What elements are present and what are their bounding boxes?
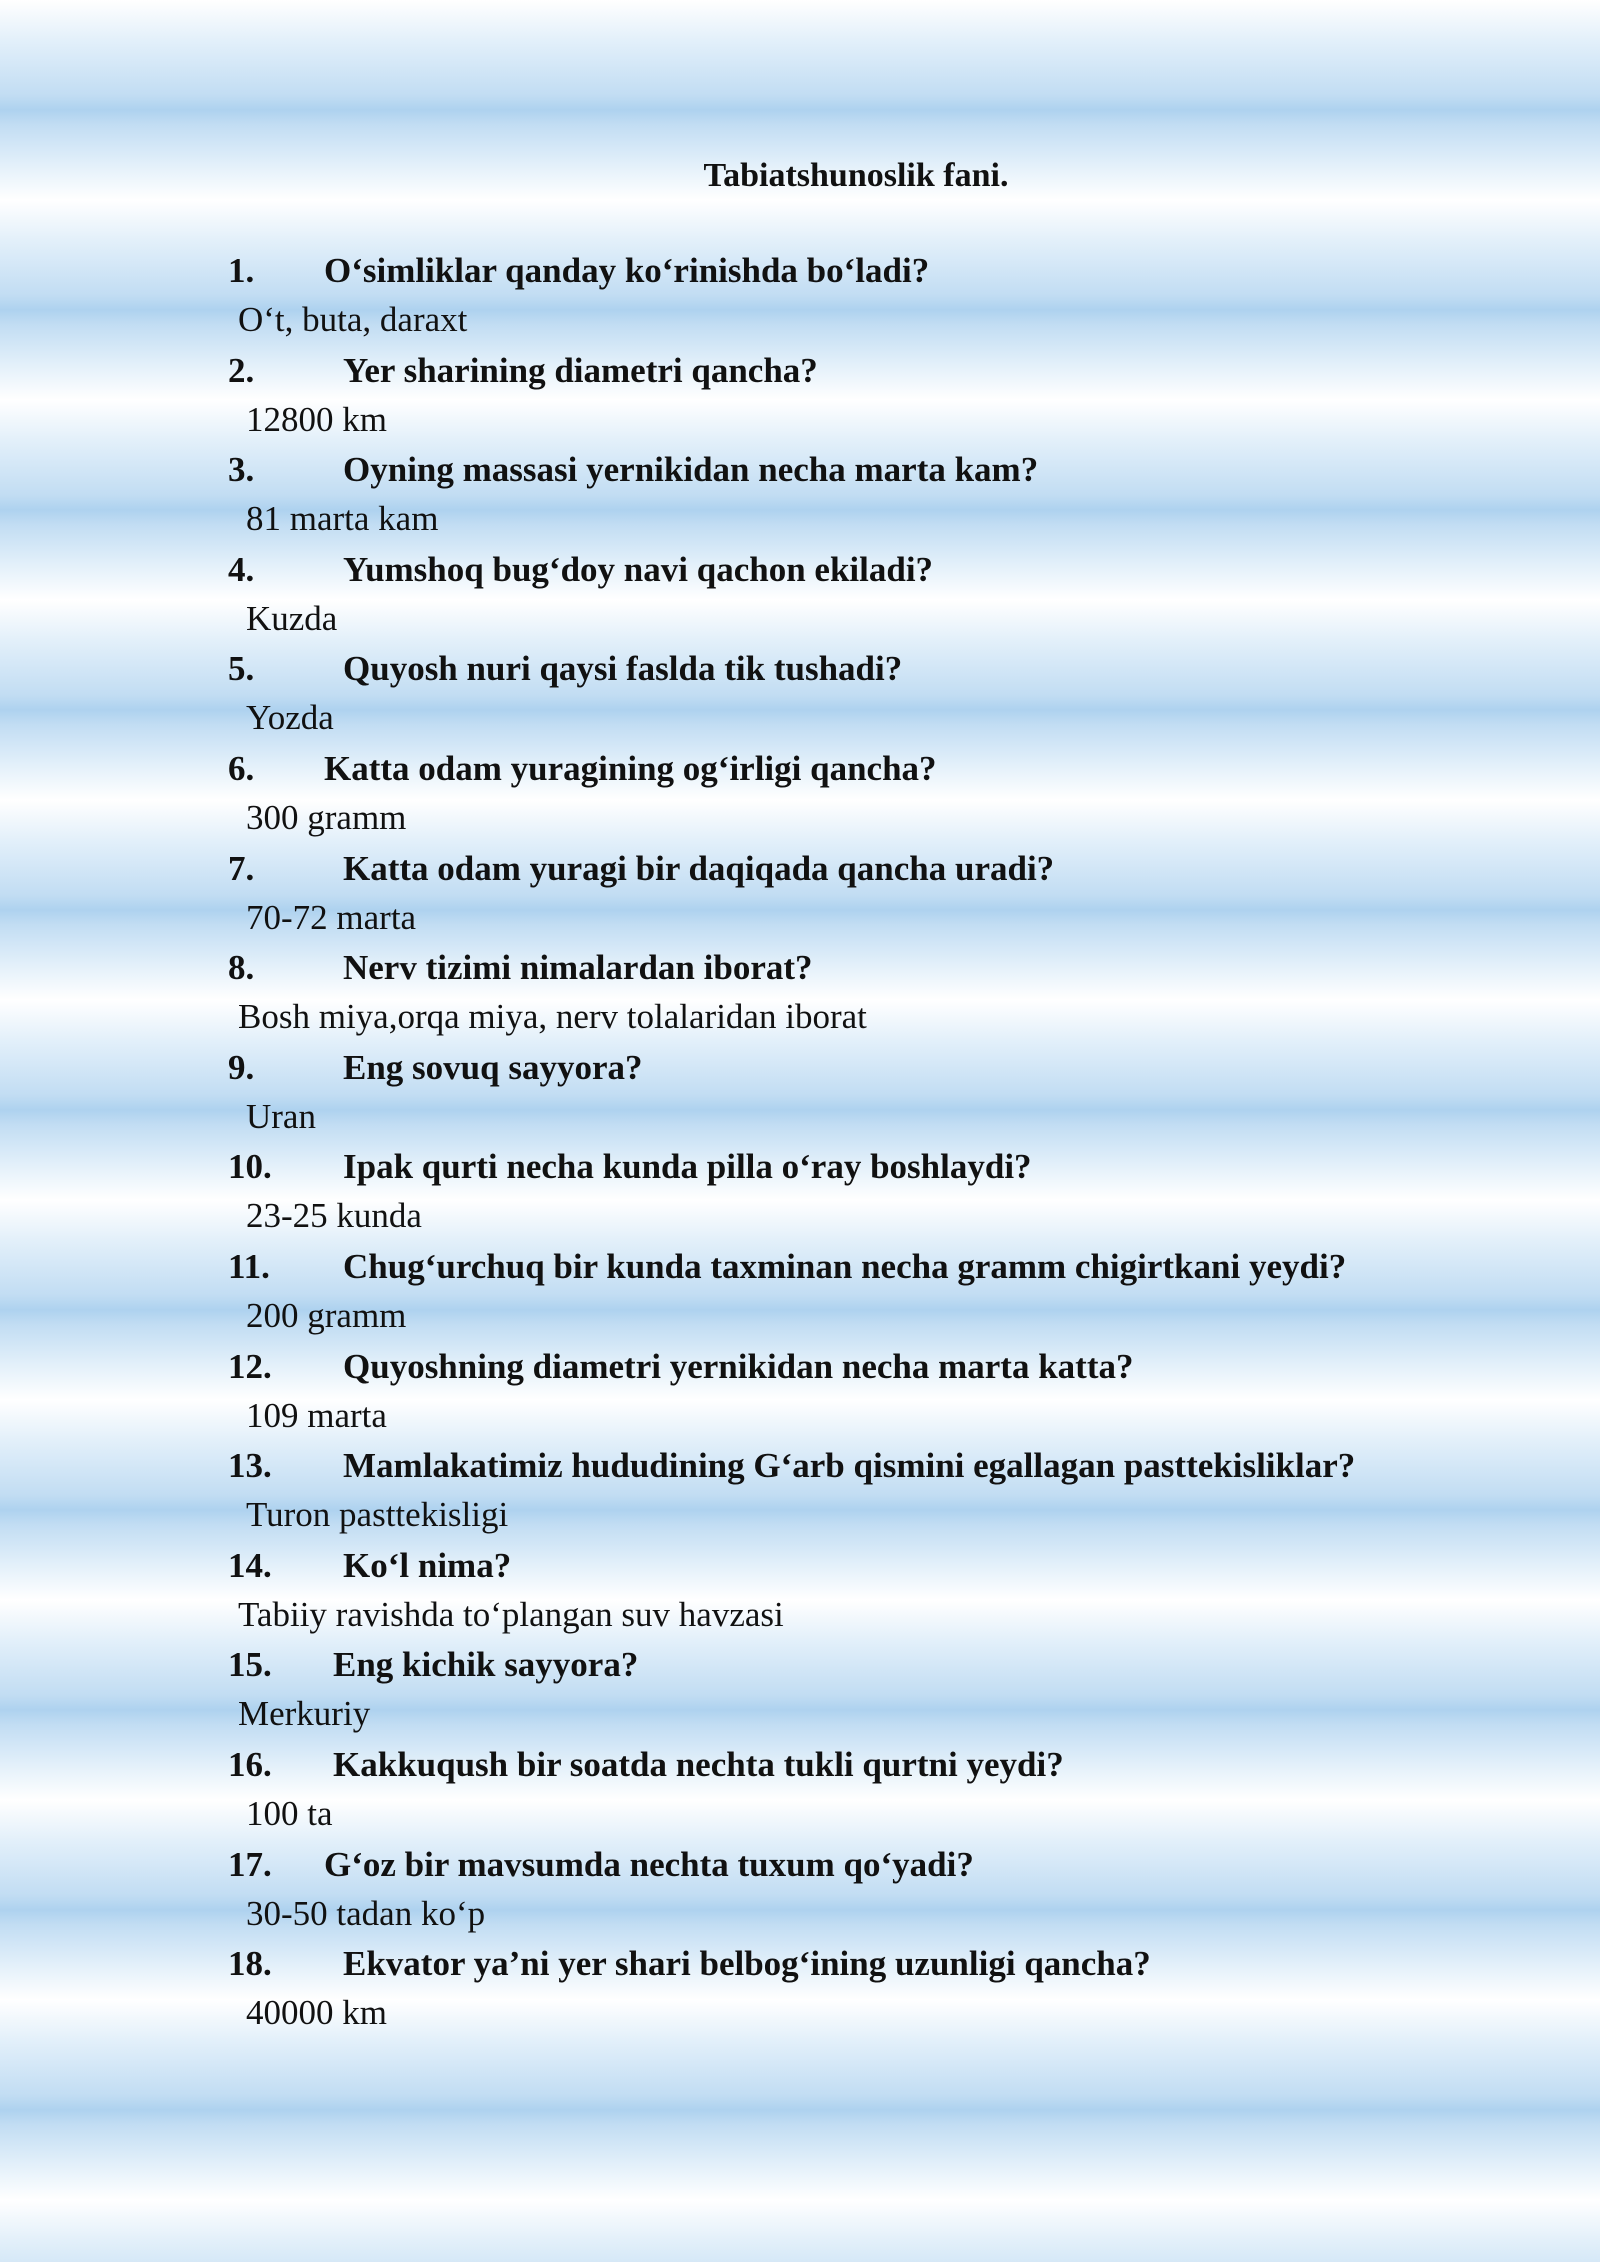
- question-text: Kakkuqush bir soatda nechta tukli qurtni yeydi?: [333, 1744, 1064, 1784]
- question: [228, 1241, 1528, 1292]
- question: [228, 1042, 1528, 1093]
- question-text: Eng kichik sayyora?: [333, 1645, 639, 1685]
- question-number: 17.: [228, 1844, 272, 1884]
- answer-text: Uran: [246, 1096, 316, 1136]
- answer-text: Kuzda: [246, 598, 338, 638]
- question: [228, 444, 1528, 495]
- question-number: 14.: [228, 1545, 272, 1585]
- question: [228, 1739, 1528, 1790]
- question-number: 10.: [228, 1147, 272, 1187]
- question: [228, 1639, 1528, 1690]
- qa-item-10: [228, 1141, 1528, 1241]
- answer-text: Yozda: [246, 698, 334, 738]
- question: [228, 1341, 1528, 1392]
- question-number: 7.: [228, 848, 255, 888]
- qa-item-9: [228, 1042, 1528, 1142]
- answer-text: 200 gramm: [246, 1295, 407, 1335]
- answer-text: 40000 km: [246, 1993, 387, 2033]
- question-number: 4.: [228, 549, 255, 589]
- qa-item-8: [228, 942, 1528, 1042]
- question: [228, 245, 1528, 296]
- question-text: Mamlakatimiz hududining G‘arb qismini egallagan pasttekisliklar?: [343, 1446, 1356, 1486]
- question-number: 8.: [228, 948, 255, 988]
- qa-item-11: [228, 1241, 1528, 1341]
- question: [228, 743, 1528, 794]
- question-text: Ekvator ya’ni yer shari belbog‘ining uzunligi qancha?: [343, 1944, 1151, 1984]
- answer-text: 30-50 tadan ko‘p: [246, 1893, 486, 1933]
- answer-text: Turon pasttekisligi: [246, 1495, 509, 1535]
- question: [228, 1938, 1528, 1989]
- question-text: Eng sovuq sayyora?: [343, 1047, 643, 1087]
- answer-text: Merkuriy: [238, 1694, 371, 1734]
- qa-item-14: [228, 1540, 1528, 1640]
- question-number: 11.: [228, 1246, 270, 1286]
- qa-item-6: [228, 743, 1528, 843]
- qa-item-4: [228, 544, 1528, 644]
- qa-item-17: [228, 1839, 1528, 1939]
- question: [228, 942, 1528, 993]
- question-text: Katta odam yuragi bir daqiqada qancha uradi?: [343, 848, 1055, 888]
- question-text: Quyosh nuri qaysi faslda tik tushadi?: [343, 649, 903, 689]
- question-text: Katta odam yuragining og‘irligi qancha?: [324, 748, 937, 788]
- page-title: Tabiatshunoslik fani.: [703, 157, 1009, 194]
- question-number: 15.: [228, 1645, 272, 1685]
- answer-text: Bosh miya,orqa miya, nerv tolalaridan iborat: [238, 997, 867, 1037]
- qa-item-18: [228, 1938, 1528, 2038]
- question-text: Yumshoq bug‘doy navi qachon ekiladi?: [343, 549, 934, 589]
- question-number: 13.: [228, 1446, 272, 1486]
- answer-text: Tabiiy ravishda to‘plangan suv havzasi: [238, 1594, 784, 1634]
- answer-text: 300 gramm: [246, 797, 407, 837]
- question: [228, 643, 1528, 694]
- question: [228, 843, 1528, 894]
- question: [228, 1141, 1528, 1192]
- question: [228, 1540, 1528, 1591]
- answer-text: 109 marta: [246, 1395, 387, 1435]
- answer-text: 81 marta kam: [246, 499, 439, 539]
- qa-item-15: [228, 1639, 1528, 1739]
- answer-text: 23-25 kunda: [246, 1196, 422, 1236]
- qa-item-1: [228, 245, 1528, 345]
- qa-item-5: [228, 643, 1528, 743]
- qa-item-12: [228, 1341, 1528, 1441]
- answer-text: 12800 km: [246, 399, 387, 439]
- question-text: Chug‘urchuq bir kunda taxminan necha gramm chigirtkani yeydi?: [343, 1246, 1347, 1286]
- question-text: O‘simliklar qanday ko‘rinishda bo‘ladi?: [324, 251, 930, 290]
- question-text: G‘oz bir mavsumda nechta tuxum qo‘yadi?: [324, 1844, 974, 1884]
- question-number: 5.: [228, 649, 255, 689]
- qa-item-7: [228, 843, 1528, 943]
- question-number: 12.: [228, 1346, 272, 1386]
- question-number: 2.: [228, 350, 255, 390]
- answer-text: 100 ta: [246, 1793, 333, 1833]
- question-number: 9.: [228, 1047, 255, 1087]
- question-text: Ipak qurti necha kunda pilla o‘ray boshlaydi?: [343, 1147, 1032, 1187]
- qa-item-13: [228, 1440, 1528, 1540]
- question-text: Ko‘l nima?: [343, 1545, 512, 1585]
- question-list: [228, 245, 1528, 2038]
- question-text: Yer sharining diametri qancha?: [343, 350, 818, 390]
- question-number: 16.: [228, 1744, 272, 1784]
- answer-text: 70-72 marta: [246, 897, 417, 937]
- question: [228, 1839, 1528, 1890]
- qa-item-16: [228, 1739, 1528, 1839]
- question-text: Oyning massasi yernikidan necha marta kam?: [343, 450, 1039, 490]
- question-number: 6.: [228, 748, 255, 788]
- question-text: Nerv tizimi nimalardan iborat?: [343, 948, 813, 988]
- question-number: 3.: [228, 450, 255, 490]
- question: [228, 544, 1528, 595]
- qa-item-3: [228, 444, 1528, 544]
- question-text: Quyoshning diametri yernikidan necha marta katta?: [343, 1346, 1134, 1386]
- question: [228, 1440, 1528, 1491]
- answer-text: O‘t, buta, daraxt: [238, 300, 468, 339]
- question-number: 18.: [228, 1944, 272, 1984]
- qa-item-2: [228, 345, 1528, 445]
- question: [228, 345, 1528, 396]
- question-number: 1.: [228, 251, 255, 290]
